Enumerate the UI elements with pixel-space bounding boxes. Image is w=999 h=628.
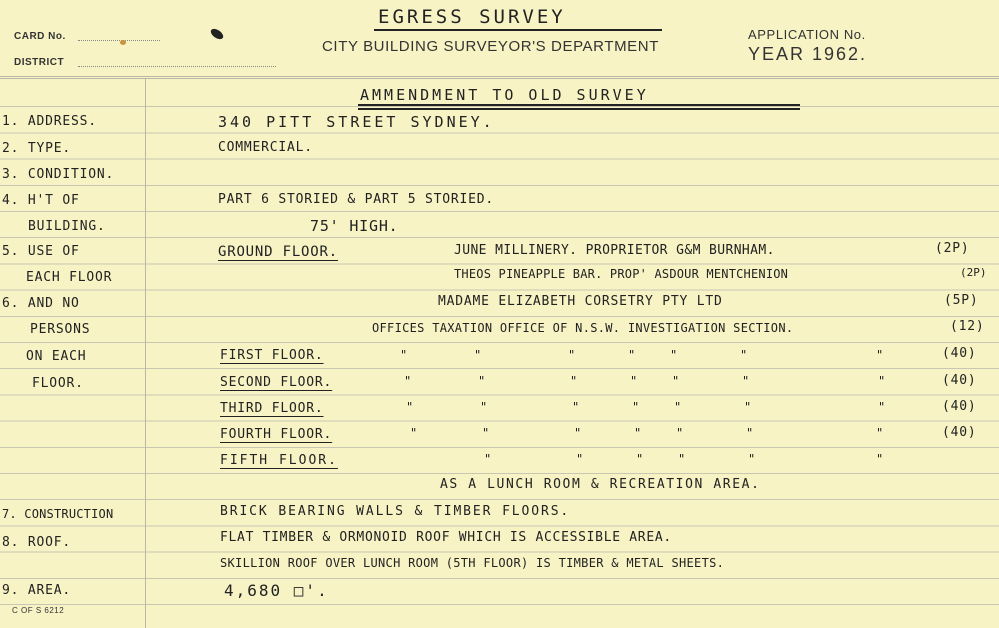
ditto-mark: " [678,452,686,466]
second-floor-label: SECOND FLOOR. [220,375,333,390]
ground-occupant-4-count: (12) [950,319,985,334]
height-label-1: 4. H'T OF [2,193,80,208]
card-no-line [78,40,160,41]
header-rule [0,76,999,79]
ditto-mark: " [878,374,886,388]
first-floor-label: FIRST FLOOR. [220,348,324,363]
ditto-mark: " [632,400,640,414]
ink-blot [209,27,225,42]
area-value: 4,680 □'. [224,581,329,600]
ditto-mark: " [480,400,488,414]
ditto-mark: " [484,452,492,466]
construction-label: 7. CONSTRUCTION [2,507,114,521]
roof-value-2: SKILLION ROOF OVER LUNCH ROOM (5TH FLOOR) IS TIMBER & METAL SHEETS. [220,556,725,570]
amendment-heading: AMMENDMENT TO OLD SURVEY [360,86,649,104]
ground-occupant-4: OFFICES TAXATION OFFICE OF N.S.W. INVESTIGATION SECTION. [372,321,794,335]
ground-occupant-2-count: (2P) [960,266,987,279]
form-code: C OF S 6212 [12,606,65,615]
fifth-floor-note: AS A LUNCH ROOM & RECREATION AREA. [440,477,761,492]
roof-value-1: FLAT TIMBER & ORMONOID ROOF WHICH IS ACCESSIBLE AREA. [220,530,672,545]
ground-occupant-1: JUNE MILLINERY. PROPRIETOR G&M BURNHAM. [454,243,775,258]
ground-occupant-2: THEOS PINEAPPLE BAR. PROP' ASDOUR MENTCHENION [454,267,789,281]
ditto-mark: " [478,374,486,388]
persons-label-4: FLOOR. [32,376,84,391]
ditto-mark: " [748,452,756,466]
third-floor-label: THIRD FLOOR. [220,401,324,416]
ditto-mark: " [474,348,482,362]
ditto-mark: " [676,426,684,440]
department-name: CITY BUILDING SURVEYOR'S DEPARTMENT [322,38,659,55]
ditto-mark: " [876,348,884,362]
ditto-mark: " [740,348,748,362]
district-label: DISTRICT [14,57,65,68]
amendment-underline-2 [358,108,800,110]
card-no-label: CARD No. [14,31,66,42]
second-floor-count: (40) [942,373,977,388]
ditto-mark: " [568,348,576,362]
construction-value: BRICK BEARING WALLS & TIMBER FLOORS. [220,504,571,519]
application-label: APPLICATION No. [748,27,866,42]
persons-label-1: 6. AND NO [2,296,80,311]
ditto-mark: " [746,426,754,440]
ditto-mark: " [628,348,636,362]
ditto-mark: " [410,426,418,440]
height-label-2: BUILDING. [28,219,106,234]
ditto-mark: " [634,426,642,440]
title-underline [374,29,662,31]
ditto-mark: " [570,374,578,388]
use-label-1: 5. USE OF [2,244,80,259]
height-value-1: PART 6 STORIED & PART 5 STORIED. [218,192,495,207]
third-floor-count: (40) [942,399,977,414]
ditto-mark: " [576,452,584,466]
card-header [0,0,999,79]
amendment-underline-1 [358,104,800,106]
ditto-mark: " [400,348,408,362]
ditto-mark: " [876,452,884,466]
height-value-2: 75' HIGH. [310,217,399,235]
condition-label: 3. CONDITION. [2,167,115,182]
ditto-mark: " [672,374,680,388]
ditto-mark: " [636,452,644,466]
type-value: COMMERCIAL. [218,140,313,155]
ditto-mark: " [670,348,678,362]
ditto-mark: " [404,374,412,388]
fifth-floor-label: FIFTH FLOOR. [220,453,338,468]
label-column-rule [145,78,146,628]
district-line [78,66,276,67]
address-label: 1. ADDRESS. [2,114,97,129]
use-label-2: EACH FLOOR [26,270,113,285]
ground-occupant-3-count: (5P) [944,293,979,308]
ditto-mark: " [742,374,750,388]
ditto-mark: " [630,374,638,388]
year-label: YEAR 1962. [748,44,868,64]
ditto-mark: " [876,426,884,440]
persons-label-2: PERSONS [30,322,91,337]
first-floor-count: (40) [942,346,977,361]
ditto-mark: " [674,400,682,414]
ditto-mark: " [406,400,414,414]
fourth-floor-count: (40) [942,425,977,440]
card-title: EGRESS SURVEY [378,6,566,28]
stain-mark [120,40,126,45]
ditto-mark: " [482,426,490,440]
ditto-mark: " [572,400,580,414]
address-value: 340 PITT STREET SYDNEY. [218,113,495,131]
area-label: 9. AREA. [2,583,72,598]
ditto-mark: " [878,400,886,414]
fourth-floor-label: FOURTH FLOOR. [220,427,333,442]
ditto-mark: " [744,400,752,414]
roof-label: 8. ROOF. [2,535,72,550]
type-label: 2. TYPE. [2,141,72,156]
ground-occupant-3: MADAME ELIZABETH CORSETRY PTY LTD [438,294,723,309]
persons-label-3: ON EACH [26,349,87,364]
ditto-mark: " [574,426,582,440]
ground-floor-label: GROUND FLOOR. [218,244,338,260]
ground-occupant-1-count: (2P) [935,241,970,256]
